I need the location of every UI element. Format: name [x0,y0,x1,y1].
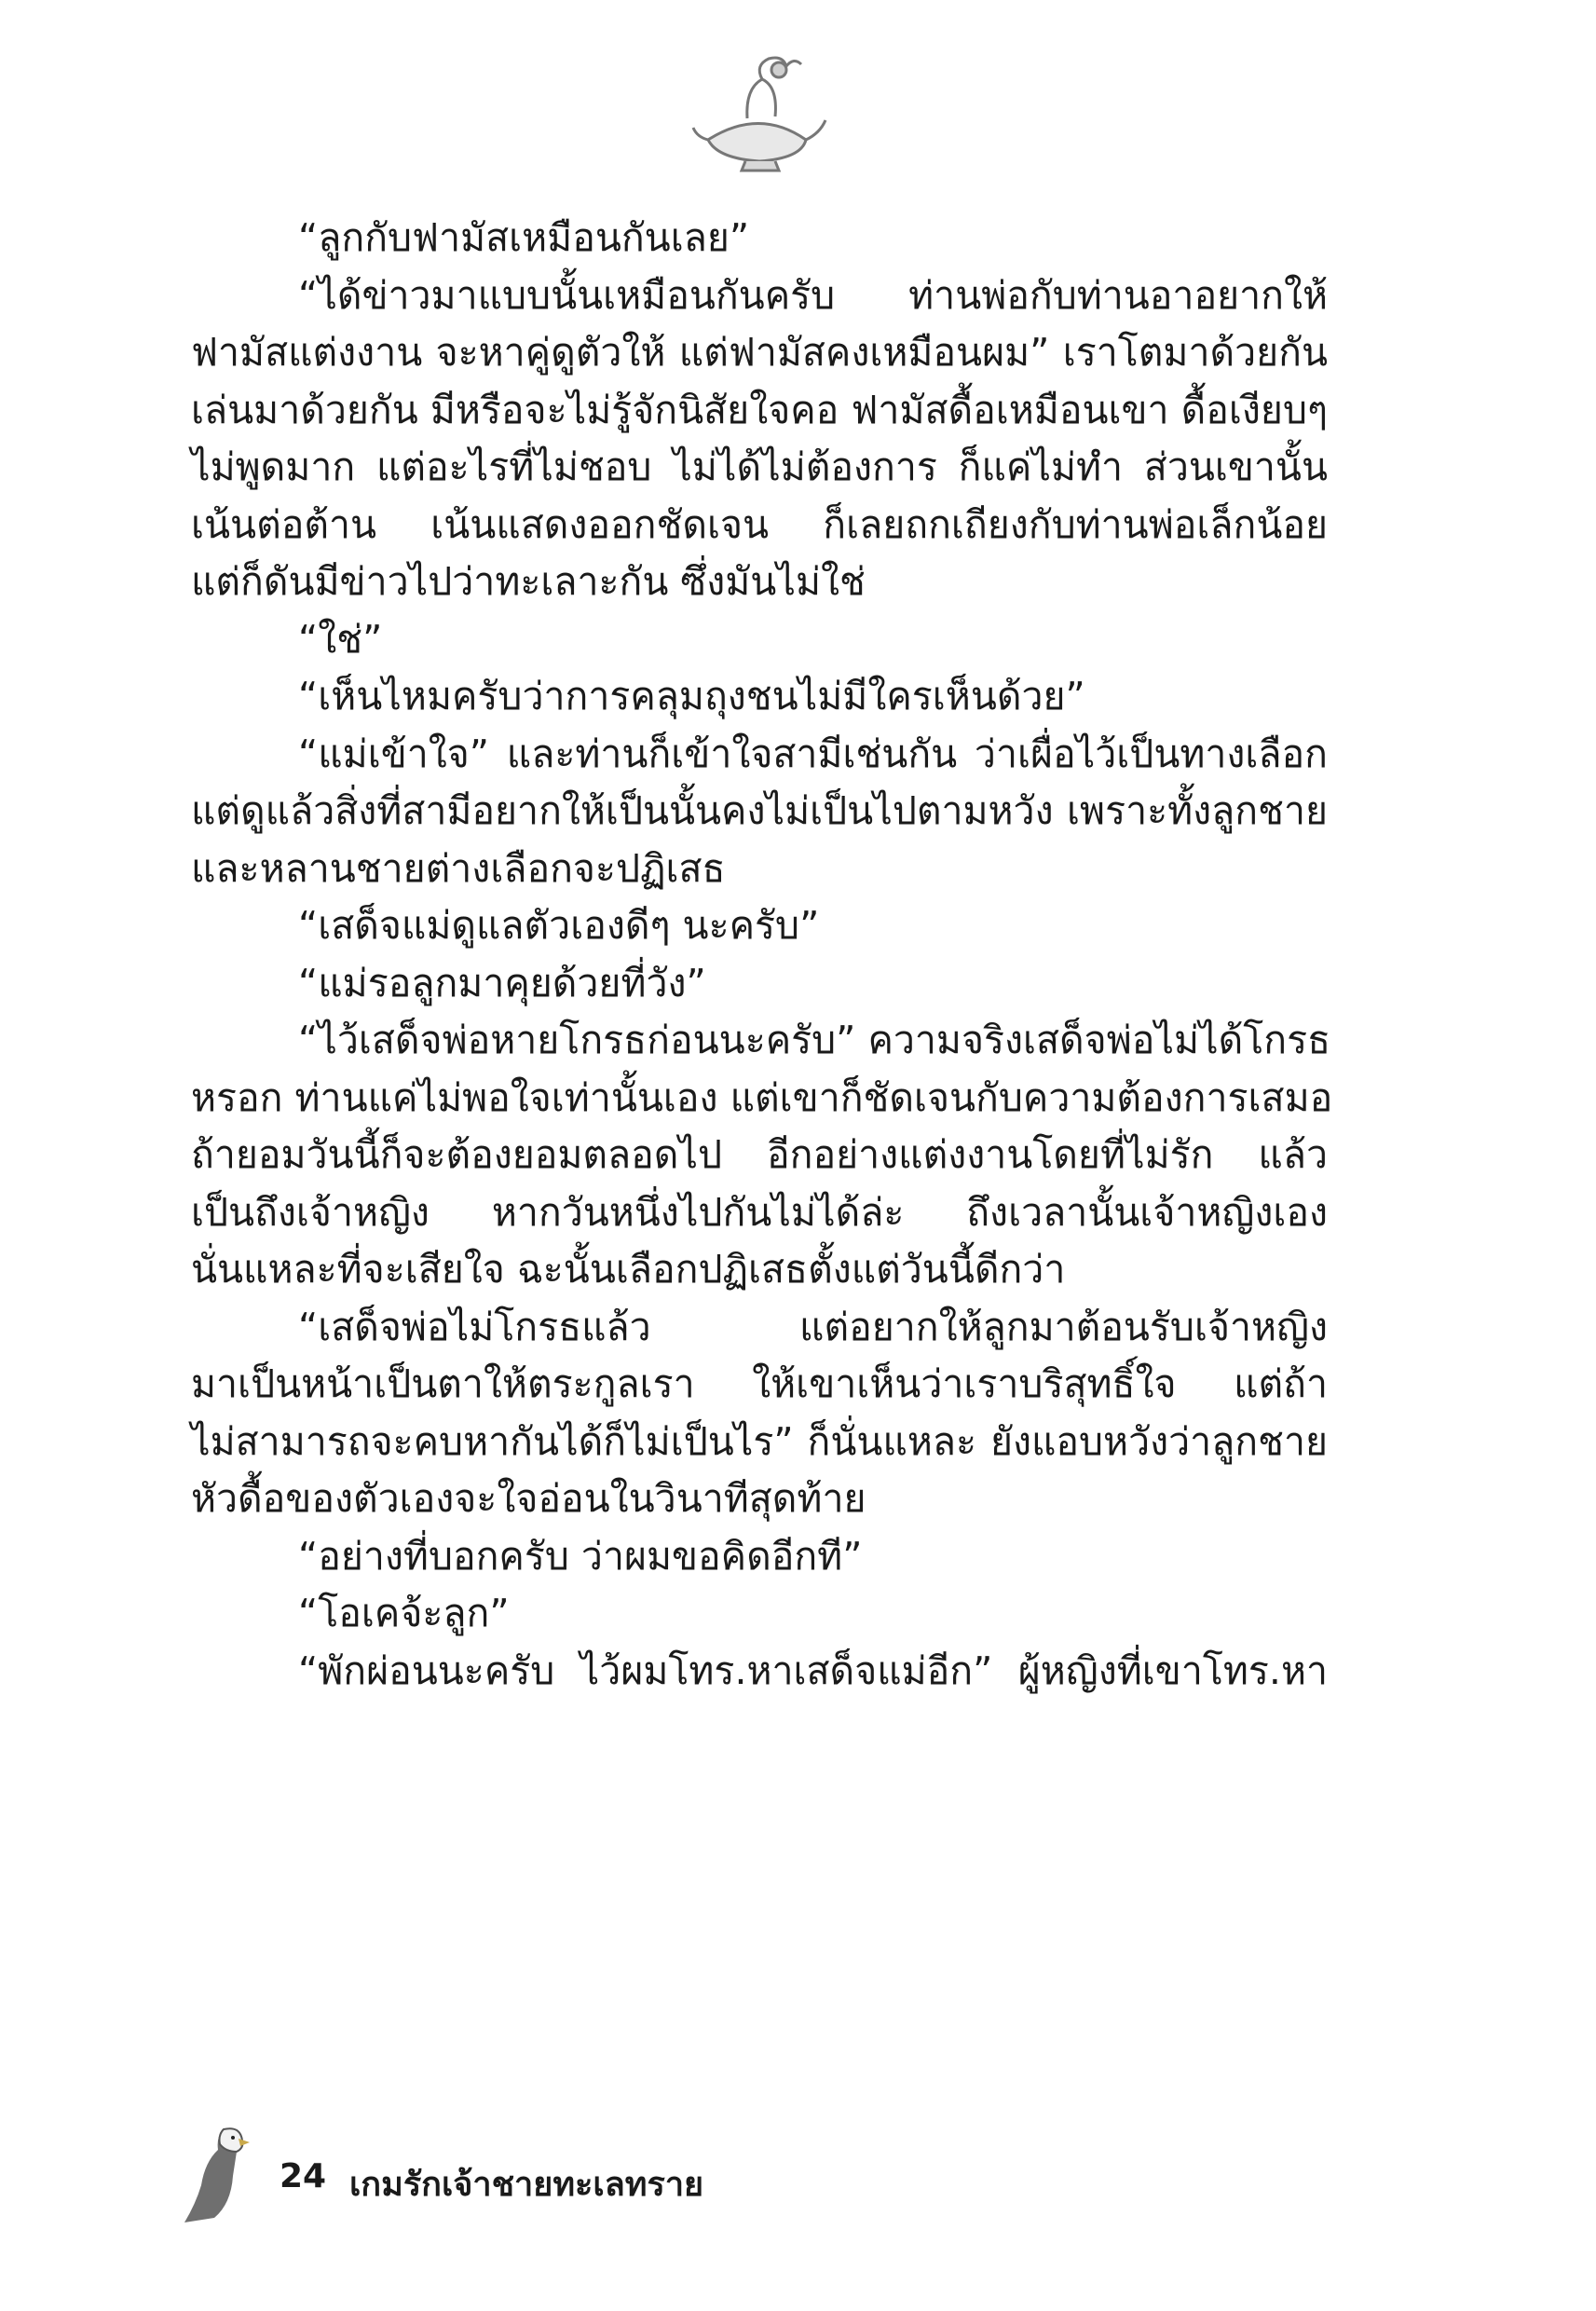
text-line: แต่ก็ดันมีข่าวไปว่าทะเลาะกัน ซึ่งมันไม่ใช่ [191,559,866,604]
text-line: “ลูกกับฟามัสเหมือนกันเลย” [298,215,750,260]
text-line: “ได้ข่าวมาแบบนั้นเหมือนกันครับ ท่านพ่อกับท่านอาอยากให้ [298,272,1328,318]
text-line: นั่นแหละที่จะเสียใจ ฉะนั้นเลือกปฏิเสธตั้งแต่วันนี้ดีกว่า [191,1247,1066,1292]
text-line: “พักผ่อนนะครับ ไว้ผมโทร.หาเสด็จแม่อีก” ผู้หญิงที่เขาโทร.หา [298,1648,1328,1693]
book-title: เกมรักเจ้าชายทะเลทราย [349,2166,704,2204]
text-line: “เสด็จพ่อไม่โกรธแล้ว แต่อยากให้ลูกมาต้อนรับเจ้าหญิง [298,1304,1328,1349]
text-line: มาเป็นหน้าเป็นตาให้ตระกูลเรา ให้เขาเห็นว่าเราบริสุทธิ์ใจ แต่ถ้า [191,1361,1328,1406]
genie-lamp-icon [689,51,829,172]
text-line: เป็นถึงเจ้าหญิง หากวันหนึ่งไปกันไม่ได้ล่ะ ถึงเวลานั้นเจ้าหญิงเอง [191,1189,1328,1235]
text-line: ฟามัสแต่งงาน จะหาคู่ดูตัวให้ แต่ฟามัสคงเหมือนผม” เราโตมาด้วยกัน [191,330,1328,375]
text-line: “โอเคจ้ะลูก” [298,1591,510,1635]
text-line: หัวดื้อของตัวเองจะใจอ่อนในวินาทีสุดท้าย [191,1476,866,1521]
body-text [191,210,1333,1700]
text-line: “ใช่” [298,616,383,662]
text-line: “อย่างที่บอกครับ ว่าผมขอคิดอีกที” [298,1533,863,1579]
text-line: เน้นต่อต้าน เน้นแสดงออกชัดเจน ก็เลยถกเถียงกับท่านพ่อเล็กน้อย [191,501,1328,547]
text-line: ถ้ายอมวันนี้ก็จะต้องยอมตลอดไป อีกอย่างแต่งงานโดยที่ไม่รัก แล้ว [191,1132,1328,1177]
text-line: แต่ดูแล้วสิ่งที่สามีอยากให้เป็นนั้นคงไม่เป็นไปตามหวัง เพราะทั้งลูกชาย [191,788,1328,833]
text-line: หรอก ท่านแค่ไม่พอใจเท่านั้นเอง แต่เขาก็ชัดเจนกับความต้องการเสมอ [191,1074,1333,1120]
text-line: ไม่สามารถจะคบหากันได้ก็ไม่เป็นไร” ก็นั่นแหละ ยังแอบหวังว่าลูกชาย [191,1418,1328,1464]
page-footer [177,2120,829,2222]
text-line: “เห็นไหมครับว่าการคลุมถุงชนไม่มีใครเห็นด้วย” [298,674,1085,718]
text-line: “ไว้เสด็จพ่อหายโกรธก่อนนะครับ” ความจริงเสด็จพ่อไม่ได้โกรธ [298,1018,1331,1062]
text-line: และหลานชายต่างเลือกจะปฏิเสธ [191,845,726,891]
text-line: เล่นมาด้วยกัน มีหรือจะไม่รู้จักนิสัยใจคอ ฟามัสดื้อเหมือนเขา ดื้อเงียบๆ [191,387,1328,432]
text-line: “แม่รอลูกมาคุยด้วยที่วัง” [298,960,706,1005]
page-number: 24 [280,2157,327,2195]
eagle-icon [177,2120,252,2222]
text-line: ไม่พูดมาก แต่อะไรที่ไม่ชอบ ไม่ได้ไม่ต้องการ ก็แค่ไม่ทำ ส่วนเขานั้น [191,444,1328,489]
text-line: “เสด็จแม่ดูแลตัวเองดีๆ นะครับ” [298,903,820,948]
text-line: “แม่เข้าใจ” และท่านก็เข้าใจสามีเช่นกัน ว่าเผื่อไว้เป็นทางเลือก [298,731,1328,776]
